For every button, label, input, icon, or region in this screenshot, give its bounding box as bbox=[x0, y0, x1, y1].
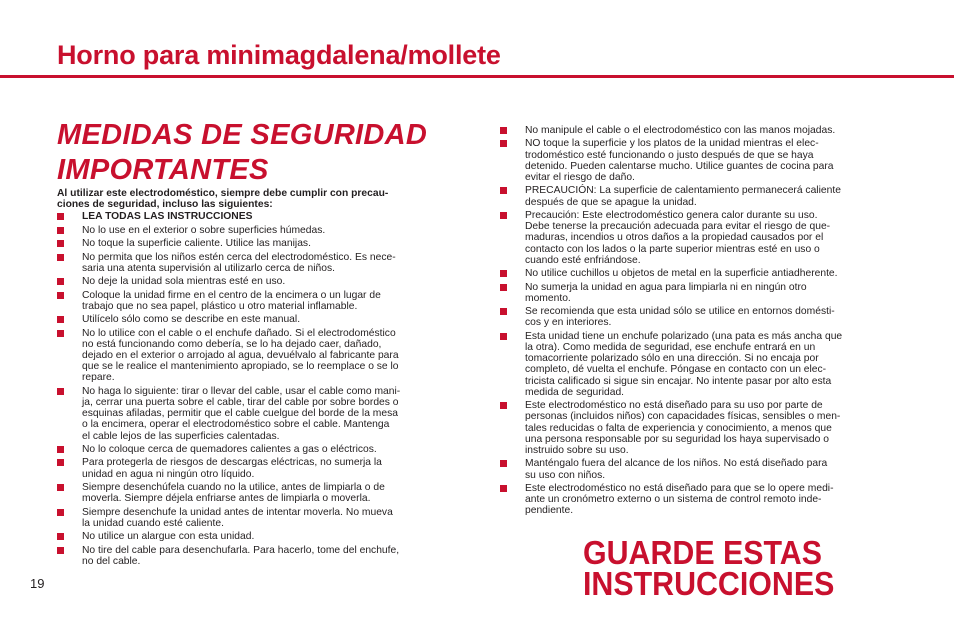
bullet-square-icon bbox=[500, 140, 507, 147]
bullet-square-icon bbox=[500, 402, 507, 409]
list-item: No utilice cuchillos u objetos de metal en la superficie antiadherente. bbox=[500, 268, 898, 279]
section-title: MEDIDAS DE SEGURIDAD IMPORTANTES bbox=[57, 119, 428, 186]
list-item: No lo coloque cerca de quemadores calientes a gas o eléctricos. bbox=[57, 444, 454, 455]
bullet-square-icon bbox=[57, 227, 64, 234]
bullet-square-icon bbox=[500, 284, 507, 291]
list-item: LEA TODAS LAS INSTRUCCIONES bbox=[57, 211, 454, 222]
list-item: No manipule el cable o el electrodoméstico con las manos mojadas. bbox=[500, 125, 898, 136]
list-item: No tire del cable para desenchufarla. Para hacerlo, tome del enchufe, no del cable. bbox=[57, 545, 454, 567]
list-item: No lo utilice con el cable o el enchufe dañado. Si el electrodoméstico no está funcionando como debería, se lo ha dejado caer, dañado, dejado en el exterior o arrojado al agua, devuélvalo al fabricante para que se le realice el mantenimiento apropiado, se lo reemplace o se lo repare. bbox=[57, 328, 454, 384]
save-instructions-heading: GUARDE ESTAS INSTRUCCIONES bbox=[583, 534, 835, 602]
list-item: No utilice un alargue con esta unidad. bbox=[57, 531, 454, 542]
bullet-square-icon bbox=[57, 388, 64, 395]
list-item: Precaución: Este electrodoméstico genera calor durante su uso. Debe tenerse la precaución adecuada para evitar el riesgo de que- maduras, incendios u otros daños a la propiedad causados por el contacto con los lados o la parte superior mientras esté en uso o cuando esté enfriándose. bbox=[500, 210, 898, 266]
list-item: Esta unidad tiene un enchufe polarizado (una pata es más ancha que la otra). Como medida de seguridad, ese enchufe entrará en un tomacorriente polarizado sólo en una dirección. Si no encaja por completo, dé vuelta el enchufe. Póngase en contacto con un elec- tricista calificado si sigue sin encajar. No intente pasar por alto esta medida de seguridad. bbox=[500, 331, 898, 398]
list-item: Siempre desenchúfela cuando no la utilice, antes de limpiarla o de moverla. Siempre déjela enfriarse antes de limpiarla o moverla. bbox=[57, 482, 454, 504]
list-item: Para protegerla de riesgos de descargas eléctricas, no sumerja la unidad en agua ni ningún otro líquido. bbox=[57, 457, 454, 479]
bullet-square-icon bbox=[57, 330, 64, 337]
intro-text: Al utilizar este electrodoméstico, siempre debe cumplir con precau- ciones de seguridad, incluso las siguientes: bbox=[57, 188, 389, 211]
list-item: No sumerja la unidad en agua para limpiarla ni en ningún otro momento. bbox=[500, 282, 898, 304]
list-item: Se recomienda que esta unidad sólo se utilice en entornos domésti- cos y en interiores. bbox=[500, 306, 898, 328]
bullet-square-icon bbox=[500, 270, 507, 277]
left-column bbox=[57, 118, 454, 569]
list-item: Siempre desenchufe la unidad antes de intentar moverla. No mueva la unidad cuando esté caliente. bbox=[57, 507, 454, 529]
list-item: No haga lo siguiente: tirar o llevar del cable, usar el cable como mani- ja, cerrar una puerta sobre el cable, tirar del cable por sobre bordes o esquinas afiladas, permitir que el cable cuelgue del borde de la mesa o la encimera, operar el electrodoméstico sobre el cable. Mantenga el cable lejos de las superficies calentadas. bbox=[57, 386, 454, 442]
list-item: No toque la superficie caliente. Utilice las manijas. bbox=[57, 238, 454, 249]
bullet-square-icon bbox=[57, 240, 64, 247]
list-item: No permita que los niños estén cerca del electrodoméstico. Es nece- saria una atenta supervisión al utilizarlo cerca de niños. bbox=[57, 252, 454, 274]
left-safety-list bbox=[57, 211, 454, 567]
bullet-square-icon bbox=[57, 316, 64, 323]
list-item: No lo use en el exterior o sobre superficies húmedas. bbox=[57, 225, 454, 236]
page-number: 19 bbox=[30, 576, 45, 591]
header-divider bbox=[0, 75, 954, 78]
bullet-square-icon bbox=[57, 213, 64, 220]
list-item: Este electrodoméstico no está diseñado para que se lo opere medi- ante un cronómetro externo o un sistema de control remoto inde- pendiente. bbox=[500, 483, 898, 517]
list-item: Manténgalo fuera del alcance de los niños. No está diseñado para su uso con niños. bbox=[500, 458, 898, 480]
bullet-square-icon bbox=[57, 446, 64, 453]
bullet-square-icon bbox=[500, 333, 507, 340]
bullet-square-icon bbox=[500, 187, 507, 194]
bullet-square-icon bbox=[500, 308, 507, 315]
list-item: Utilícelo sólo como se describe en este manual. bbox=[57, 314, 454, 325]
list-item: Coloque la unidad firme en el centro de la encimera o un lugar de trabajo que no sea papel, plástico u otro material inflamable. bbox=[57, 290, 454, 312]
bullet-square-icon bbox=[500, 460, 507, 467]
bullet-square-icon bbox=[57, 547, 64, 554]
list-item: Este electrodoméstico no está diseñado para su uso por parte de personas (incluidos niños) con capacidades físicas, sensibles o men- tales reducidas o falta de experiencia y conocimiento, a menos que una persona responsable por su seguridad los haya supervisado o instruido sobre su uso. bbox=[500, 400, 898, 456]
bullet-square-icon bbox=[500, 485, 507, 492]
list-item: NO toque la superficie y los platos de la unidad mientras el elec- trodoméstico esté funcionando o justo después de que se haya detenido. Pueden calentarse mucho. Utilice guantes de cocina para evitar el riesgo de daño. bbox=[500, 138, 898, 183]
bullet-square-icon bbox=[500, 127, 507, 134]
list-item: PRECAUCIÓN: La superficie de calentamiento permanecerá caliente después de que se apague la unidad. bbox=[500, 185, 898, 207]
page-title: Horno para minimagdalena/mollete bbox=[57, 40, 501, 70]
bullet-square-icon bbox=[57, 533, 64, 540]
bullet-square-icon bbox=[57, 459, 64, 466]
right-safety-list bbox=[500, 125, 898, 517]
list-item: No deje la unidad sola mientras esté en uso. bbox=[57, 276, 454, 287]
bullet-square-icon bbox=[57, 254, 64, 261]
bullet-square-icon bbox=[57, 509, 64, 516]
right-column bbox=[500, 124, 898, 519]
bullet-square-icon bbox=[500, 212, 507, 219]
bullet-square-icon bbox=[57, 292, 64, 299]
bullet-square-icon bbox=[57, 484, 64, 491]
bullet-square-icon bbox=[57, 278, 64, 285]
